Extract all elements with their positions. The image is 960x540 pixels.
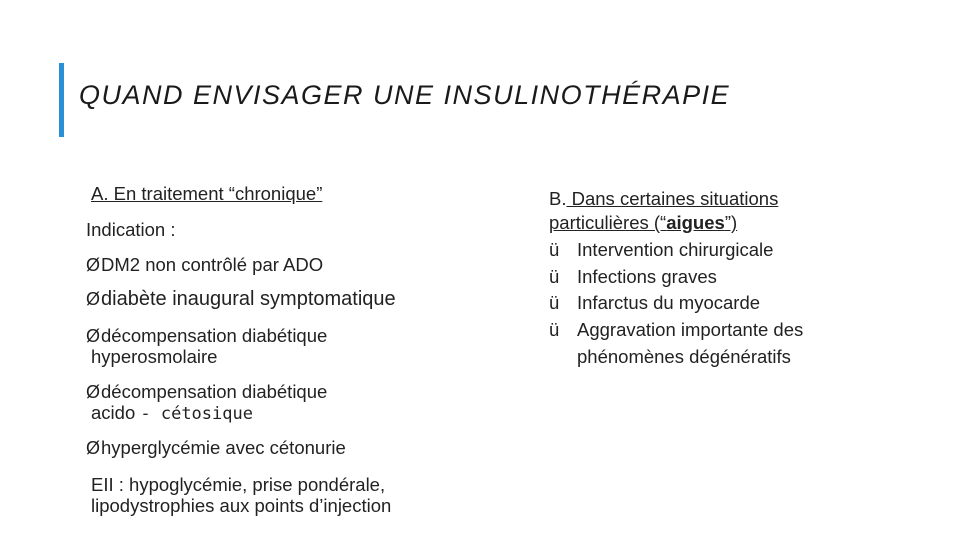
arrow-bullet-icon: Ø bbox=[86, 438, 101, 458]
list-item-continuation: phénomènes dégénératifs bbox=[577, 346, 791, 367]
arrow-bullet-icon: Ø bbox=[86, 289, 101, 309]
list-item: ü Aggravation importante des bbox=[549, 319, 804, 340]
right-heading-line2: particulières (“aigues”) bbox=[549, 212, 738, 233]
right-heading: B. Dans certaines situations bbox=[549, 188, 779, 209]
arrow-bullet-icon: Ø bbox=[86, 382, 101, 402]
list-item-continuation: hyperosmolaire bbox=[91, 346, 218, 367]
slide-title: QUAND ENVISAGER UNE INSULINOTHÉRAPIE bbox=[79, 80, 731, 110]
list-item: Ødécompensation diabétique bbox=[86, 325, 328, 346]
list-item: Øhyperglycémie avec cétonurie bbox=[86, 437, 346, 458]
list-item: ØDM2 non contrôlé par ADO bbox=[86, 254, 324, 275]
arrow-bullet-icon: Ø bbox=[86, 326, 101, 346]
list-item-continuation: acido - cétosique bbox=[91, 402, 253, 424]
arrow-bullet-icon: Ø bbox=[86, 255, 101, 275]
check-bullet-icon: ü bbox=[549, 292, 560, 313]
check-bullet-icon: ü bbox=[549, 239, 560, 260]
left-heading: A. En traitement “chronique” bbox=[91, 183, 323, 204]
side-effects-line: lipodystrophies aux points d’injection bbox=[91, 495, 392, 516]
indication-label: Indication : bbox=[86, 219, 176, 240]
list-item: ü Intervention chirurgicale bbox=[549, 239, 774, 260]
list-item: Ødécompensation diabétique bbox=[86, 381, 328, 402]
check-bullet-icon: ü bbox=[549, 266, 560, 287]
side-effects-line: EII : hypoglycémie, prise pondérale, bbox=[91, 474, 386, 495]
list-item: ü Infarctus du myocarde bbox=[549, 292, 761, 313]
title-accent-bar bbox=[59, 63, 64, 137]
list-item: ü Infections graves bbox=[549, 266, 717, 287]
list-item: Ødiabète inaugural symptomatique bbox=[86, 288, 396, 310]
check-bullet-icon: ü bbox=[549, 319, 560, 340]
